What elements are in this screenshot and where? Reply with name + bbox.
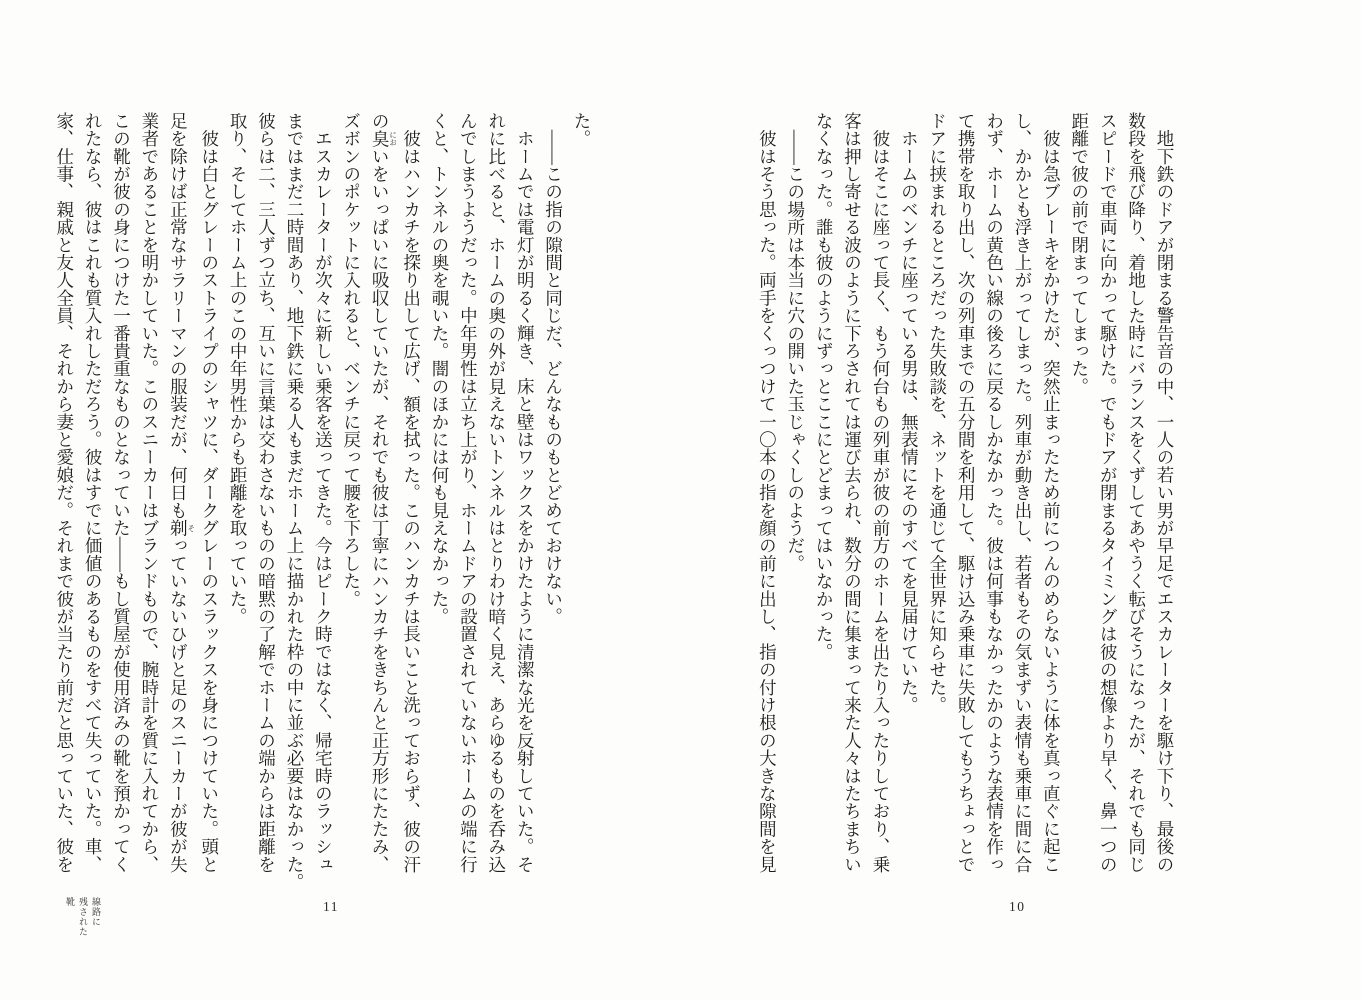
page-number-10: 10: [1009, 899, 1026, 914]
running-title: [63, 897, 102, 955]
text-column: 数段を飛び降り、着地した時にバランスをくずしてあやうく転びそうになったが、それでも同じ: [1126, 112, 1147, 874]
text-column: ――この指の隙間と同じだ、どんなものもとどめておけない。: [543, 112, 564, 626]
text-column: ズボンのポケットに入れると、ベンチに戻って腰を下ろした。: [341, 112, 362, 608]
text-column: 取り、そしてホーム上のこの中年男性からも距離を取っていた。: [228, 112, 249, 626]
text-column: し、かかとも浮き上がってしまった。列車が動き出し、若者もその気まずい表情も乗車に間に合: [1012, 112, 1033, 874]
text-column: 地下鉄のドアが閉まる警告音の中、一人の若い男が早足でエスカレーターを駆け下り、最後の: [1155, 112, 1175, 874]
text-column: スピードで車両に向かって駆けた。でもドアが閉まるタイミングは彼の想像より早く、鼻一つの: [1098, 112, 1119, 874]
text-column: んでしまうようだった。中年男性は立ち上がり、ホームドアの設置されていないホームの端に行: [458, 112, 479, 874]
text-column: 業者であることを明かしていた。このスニーカーはブランドもので、腕時計を質に入れてから、: [139, 112, 160, 874]
text-column: なくなった。誰も彼のようにずっとここにとどまってはいなかった。: [814, 112, 835, 661]
text-column: ――この場所は本当に穴の開いた玉じゃくしのようだ。: [785, 112, 806, 573]
text-column: わず、ホームの黄色い線の後ろに戻るしかなかった。彼は何事もなかったかのような表情を作っ: [984, 112, 1005, 874]
page-11-text: [50, 112, 596, 891]
text-column: この靴が彼の身につけた一番貴重なものとなっていた――もし質屋が使用済みの靴を預かってく: [111, 112, 132, 874]
text-column: ホームでは電灯が明るく輝き、床と壁はワックスをかけたように清潔な光を反射していた。そ: [515, 112, 536, 874]
text-column: ドアに挟まれるところだった失敗談を、ネットを通じて全世界に知らせた。: [927, 112, 948, 714]
text-column: 家、仕事、親戚と友人全員、それから妻と愛娘だ。それまで彼が当たり前だと思っていた、彼を: [54, 112, 75, 874]
text-column: ホームのベンチに座っている男は、無表情にそのすべてを見届けていた。: [899, 112, 920, 714]
running-title-line: 残された: [78, 897, 88, 937]
text-column: 彼は白とグレーのストライプのシャツに、ダークグレーのスラックスを身につけていた。頭と: [199, 112, 220, 874]
text-column: 彼は急ブレーキをかけたが、突然止まったため前につんのめらないように体を真っ直ぐに起こ: [1041, 112, 1062, 874]
text-column: 足を除けば正常なサラリーマンの服装だが、何日も剃そっていないひげと足のスニーカーが彼が失: [168, 112, 196, 874]
text-column: 彼はハンカチを探り出して広げ、額を拭った。このハンカチは長いこと洗っておらず、彼の汗: [401, 112, 422, 874]
page-10-text: [753, 112, 1179, 874]
running-title-line: 靴: [65, 897, 75, 907]
text-column: くと、トンネルの奥を覗いた。闇のほかには何も見えなかった。: [429, 112, 450, 626]
text-column: 彼らは二、三人ずつ立ち、互いに言葉は交わさないものの暗黙の了解でホームの端からは距離を: [256, 112, 277, 874]
text-column: れたなら、彼はこれも質入れしただろう。彼はすでに価値のあるものをすべて失っていた。車、: [83, 112, 104, 874]
text-column: 距離で彼の前で閉まってしまった。: [1069, 112, 1090, 396]
text-column: まではまだ二時間あり、地下鉄に乗る人もまだホーム上に描かれた枠の中に並ぶ必要はなかった。: [284, 112, 305, 891]
text-column: エスカレーターが次々に新しい乗客を送ってきた。今はピーク時ではなく、帰宅時のラッシュ: [313, 112, 334, 874]
text-column: の臭においをいっぱいに吸収していたが、それでも彼は丁寧にハンカチをきちんと正方形にたたみ、: [370, 112, 398, 874]
text-column: れに比べると、ホームの奥の外が見えないトンネルはとりわけ暗く見え、あらゆるものを呑み込: [486, 112, 507, 874]
text-column: て携帯を取り出し、次の列車までの五分間を利用して、駆け込み乗車に失敗してもうちょっとで: [956, 112, 977, 874]
page-number-11: 11: [323, 899, 339, 914]
text-column: 客は押し寄せる波のように下ろされては運び去られ、数分の間に集まって来た人々はたちまちい: [842, 112, 863, 874]
text-column: 彼はそこに座って長く、もう何台もの列車が彼の前方のホームを出たり入ったりしており、乗: [870, 112, 891, 874]
text-column: た。: [572, 112, 592, 148]
text-column: 彼はそう思った。両手をくっつけて一〇本の指を顔の前に出し、指の付け根の大きな隙間を見: [757, 112, 778, 874]
running-title-line: 線路に: [91, 897, 101, 927]
